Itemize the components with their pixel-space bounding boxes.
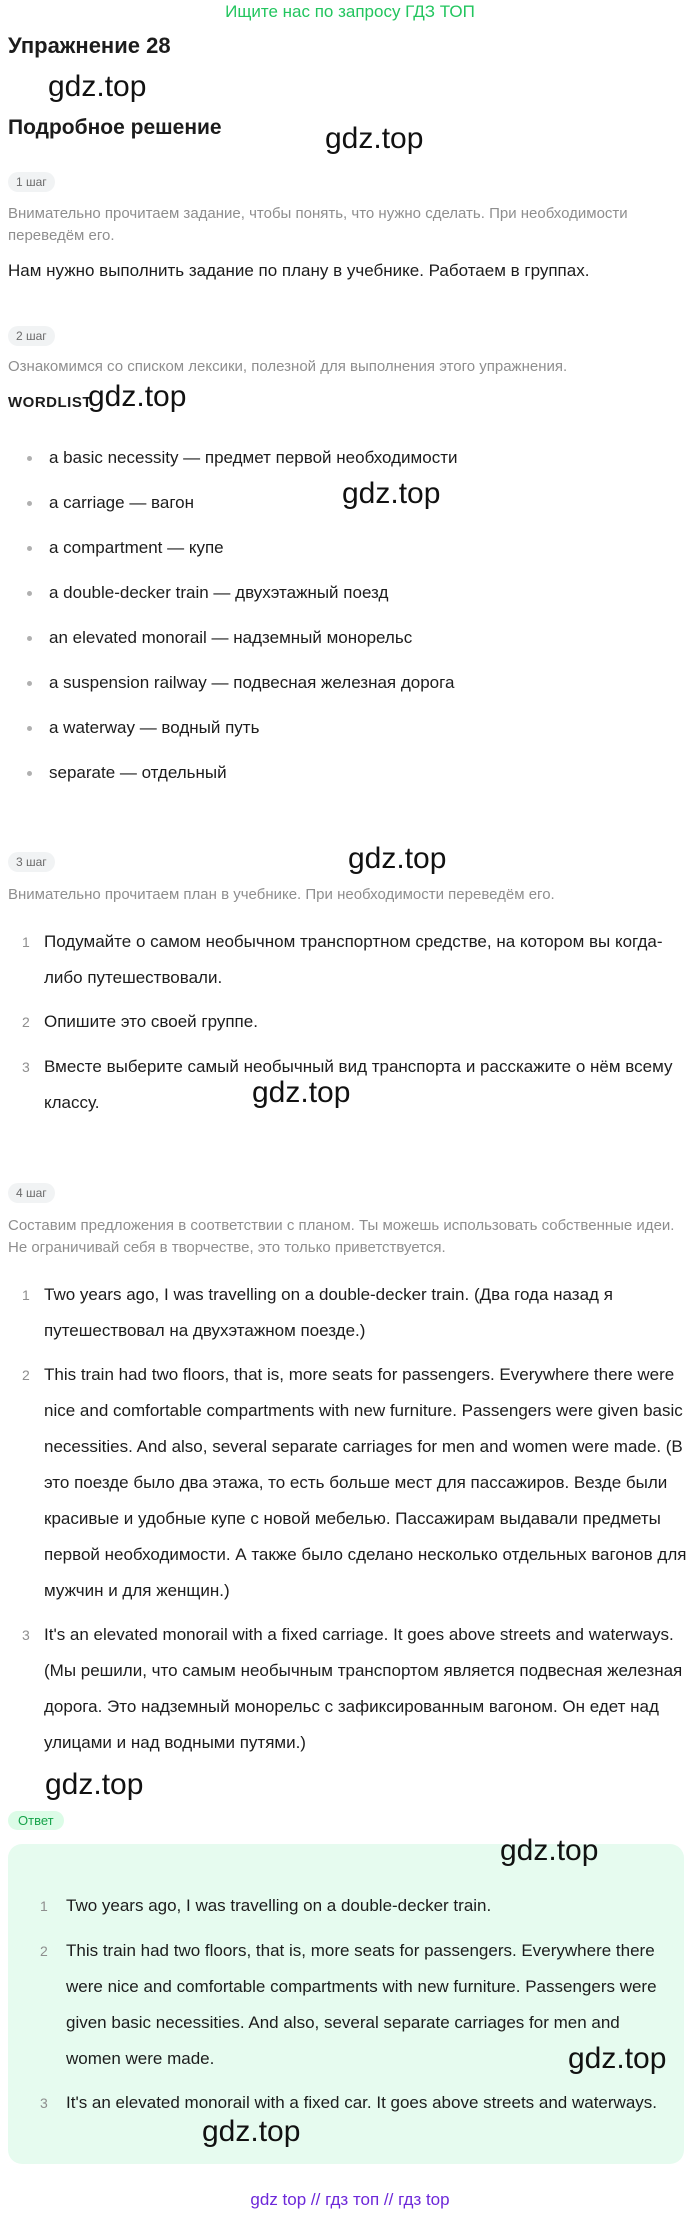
step-badge-4: 4 шаг [8,1183,55,1203]
watermark: gdz.top [342,477,441,510]
top-banner[interactable]: Ищите нас по запросу ГДЗ ТОП [225,2,475,21]
bullet-icon [27,681,32,686]
plan-item: 2 Опишите это своей группе. [22,1012,258,1031]
section-title: Подробное решение [8,116,222,139]
wordlist-label: WORDLIST [8,394,92,411]
watermark: gdz.top [45,1768,144,1801]
step-text-1: Нам нужно выполнить задание по плану в учебнике. Работаем в группах. [8,261,590,280]
step-hint-2: Ознакомимся со списком лексики, полезной для выполнения этого упражнения. [8,358,568,375]
bullet-icon [27,636,32,641]
bullet-icon [27,546,32,551]
watermark: gdz.top [252,1076,351,1109]
watermark: gdz.top [568,2042,667,2075]
answer-badge: Ответ [8,1811,64,1830]
bullet-icon [27,771,32,776]
step-hint-3: Внимательно прочитаем план в учебнике. При необходимости переведём его. [8,886,555,903]
step-badge-1: 1 шаг [8,172,55,192]
watermark: gdz.top [500,1834,599,1867]
page-title: Упражнение 28 [8,33,171,58]
step-hint-1: Внимательно прочитаем задание, чтобы понять, что нужно сделать. При необходимости переведём его. [8,205,628,244]
step-hint-4: Составим предложения в соответствии с планом. Ты можешь использовать собственные идеи. Не ограничивай себя в творчестве, это только приветствуется. [8,1217,675,1256]
step-badge-2: 2 шаг [8,326,55,346]
watermark: gdz.top [202,2115,301,2148]
plan-item: 1 Подумайте о самом необычном транспортном средстве, на котором вы когда-либо путешествовали. [22,932,663,987]
sentence-item: 1 Two years ago, I was travelling on a double-decker train. (Два года назад я путешествовал на двухэтажном поезде.) [22,1285,613,1340]
sentence-item: 2 This train had two floors, that is, more seats for passengers. Everywhere there were nice and comfortable compartments with new furniture. Passengers were given basic necessities. And also, several separate carriages for men and women were made. (В это поезде было два этажа, то есть больше мест для пассажиров. Везде были красивые и удобные купе с новой мебелью. Пассажирам выдавали предметы первой необходимости. А также было сделано несколько отдельных вагонов для мужчин и для женщин.) [22,1365,687,1600]
answer-item: 1 Two years ago, I was travelling on a double-decker train. [40,1896,492,1915]
bullet-icon [27,591,32,596]
watermark: gdz.top [88,380,187,413]
answer-item: 3 It's an elevated monorail with a fixed car. It goes above streets and waterways. [40,2093,657,2112]
bullet-icon [27,726,32,731]
watermark: gdz.top [348,842,447,875]
bullet-icon [27,456,32,461]
bullet-icon [27,501,32,506]
footer-links[interactable]: gdz top // гдз топ // гдз top [250,2190,450,2209]
answer-item: 2 This train had two floors, that is, more seats for passengers. Everywhere there were nice and comfortable compartments with new furniture. Passengers were given basic necessities. And also, several separate carriages for men and women were made. [40,1941,657,2068]
sentence-item: 3 It's an elevated monorail with a fixed carriage. It goes above streets and waterways. (Мы решили, что самым необычным транспортом является подвесная железная дорога. Это надземный монорельс с зафиксированным вагоном. Он едет над улицами и над водными путями.) [22,1625,683,1752]
watermark: gdz.top [325,122,424,155]
watermark: gdz.top [48,70,147,103]
plan-item: 3 Вместе выберите самый необычный вид транспорта и расскажите о нём всему классу. [22,1057,673,1112]
step-badge-3: 3 шаг [8,852,55,872]
